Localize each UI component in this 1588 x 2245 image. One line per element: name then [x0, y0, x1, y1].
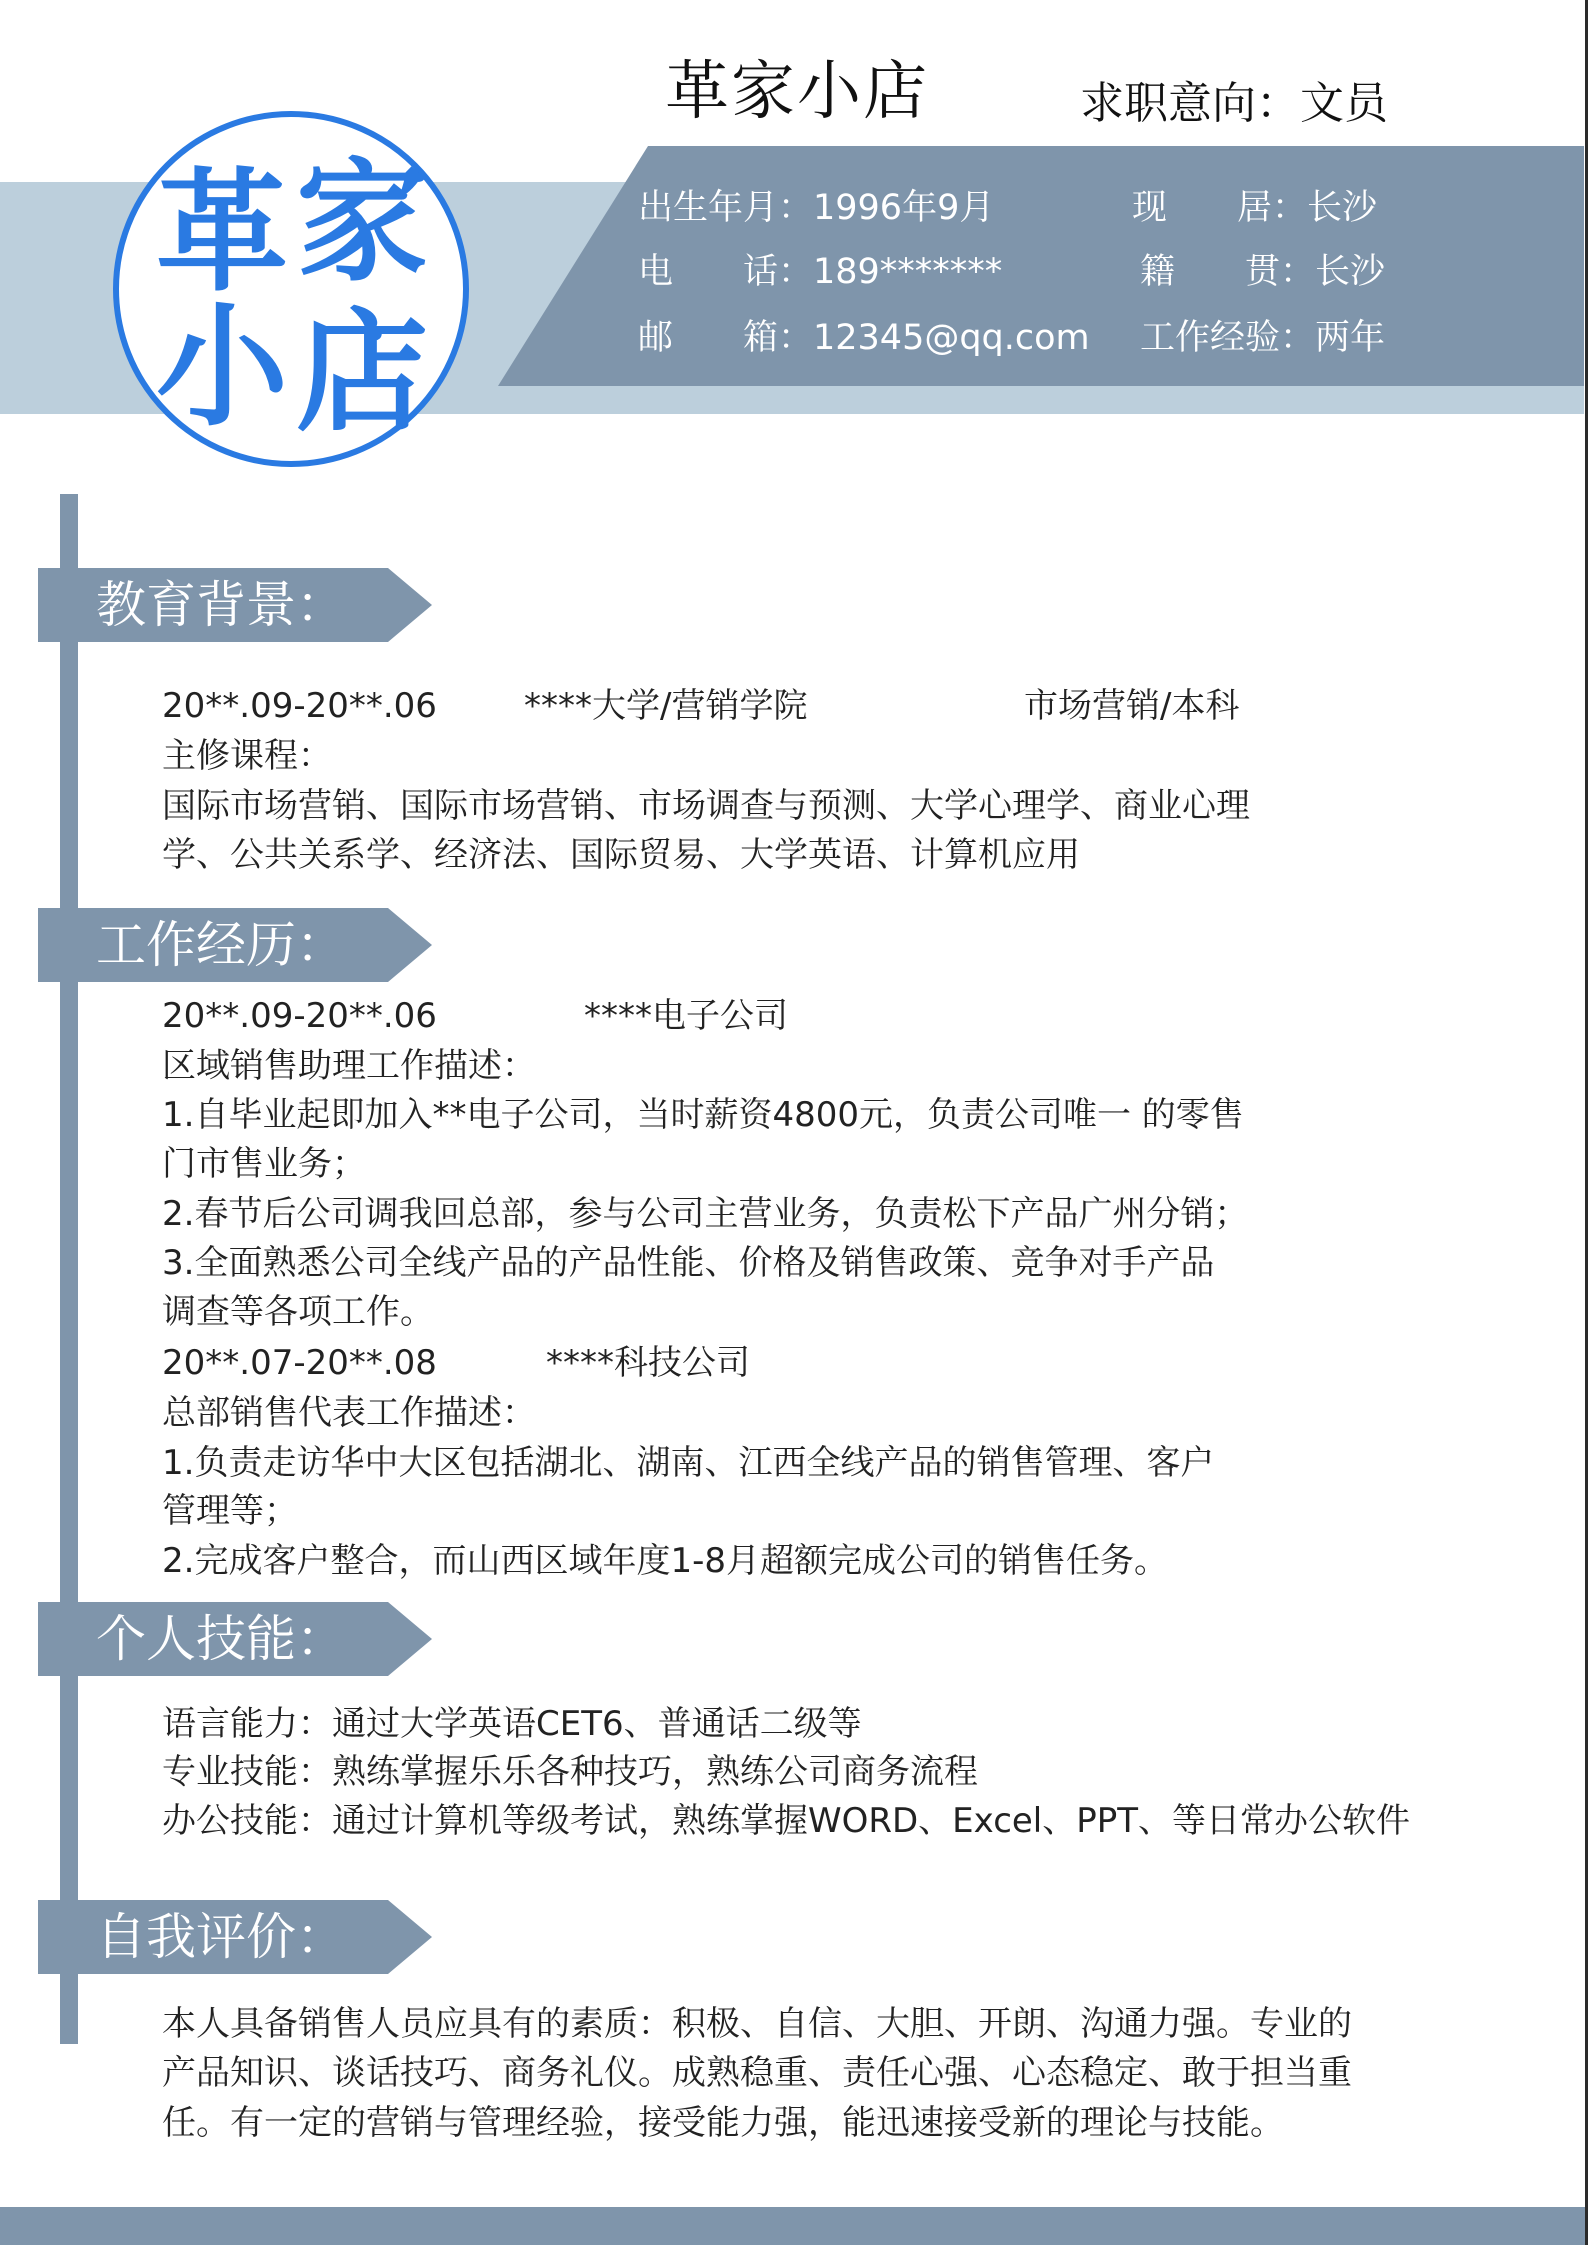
education-period: 20**.09-20**.06: [162, 686, 437, 726]
section-skills: [38, 1602, 432, 1676]
education-courses-line: 学、公共关系学、经济法、国际贸易、大学英语、计算机应用: [162, 835, 1080, 875]
info-phone: 电 话：189*******: [638, 252, 1003, 292]
skill-line: 语言能力：通过大学英语CET6、普通话二级等: [162, 1704, 862, 1744]
job-intent: 求职意向：文员: [1080, 78, 1388, 129]
job2-role: 总部销售代表工作描述：: [162, 1393, 536, 1433]
section-education: [38, 568, 432, 642]
skill-line: 专业技能：熟练掌握乐乐各种技巧，熟练公司商务流程: [162, 1752, 978, 1792]
section-title: 自我评价：: [96, 1908, 346, 1966]
timeline-line: [60, 494, 78, 2044]
job1-line: 3.全面熟悉公司全线产品的产品性能、价格及销售政策、竞争对手产品: [162, 1243, 1215, 1283]
job2-period: 20**.07-20**.08: [162, 1343, 437, 1383]
section-title: 教育背景：: [96, 576, 346, 634]
job1-line: 调查等各项工作。: [162, 1292, 434, 1332]
job1-line: 门市售业务；: [162, 1144, 366, 1184]
job1-period: 20**.09-20**.06: [162, 996, 437, 1036]
job2-line: 2.完成客户整合，而山西区域年度1-8月超额完成公司的销售任务。: [162, 1541, 1168, 1581]
section-title: 个人技能：: [96, 1610, 346, 1668]
skill-line: 办公技能：通过计算机等级考试，熟练掌握WORD、Excel、PPT、等日常办公软件: [162, 1801, 1411, 1841]
self-eval-line: 任。有一定的营销与管理经验，接受能力强，能迅速接受新的理论与技能。: [162, 2103, 1284, 2143]
section-work: [38, 908, 432, 982]
logo-char-3: 小: [156, 291, 288, 445]
info-hometown: 籍 贯：长沙: [1140, 252, 1386, 292]
info-birth: 出生年月：1996年9月: [638, 188, 995, 228]
resume-name: 革家小店: [665, 55, 929, 129]
self-eval-line: 产品知识、谈话技巧、商务礼仪。成熟稳重、责任心强、心态稳定、敢于担当重: [162, 2053, 1352, 2093]
job1-company: ****电子公司: [584, 996, 788, 1036]
job1-line: 2.春节后公司调我回总部，参与公司主营业务，负责松下产品广州分销；: [162, 1194, 1249, 1234]
footer-bar: [0, 2207, 1588, 2245]
logo-char-4: 店: [296, 296, 428, 450]
info-email: 邮 箱：12345@qq.com: [638, 318, 1090, 358]
logo-char-2: 家: [296, 146, 428, 300]
job1-line: 1.自毕业起即加入**电子公司，当时薪资4800元，负责公司唯一 的零售: [162, 1095, 1244, 1135]
education-courses-label: 主修课程：: [162, 736, 332, 776]
job2-line: 管理等；: [162, 1491, 298, 1531]
section-self-eval: [38, 1900, 432, 1974]
education-school: ****大学/营销学院: [524, 686, 808, 726]
info-residence: 现 居：长沙: [1132, 188, 1378, 228]
section-title: 工作经历：: [96, 916, 346, 974]
self-eval-line: 本人具备销售人员应具有的素质：积极、自信、大胆、开朗、沟通力强。专业的: [162, 2004, 1352, 2044]
job1-role: 区域销售助理工作描述：: [162, 1046, 536, 1086]
job2-company: ****科技公司: [546, 1343, 750, 1383]
info-experience: 工作经验：两年: [1140, 318, 1386, 358]
education-courses-line: 国际市场营销、国际市场营销、市场调查与预测、大学心理学、商业心理: [162, 786, 1250, 826]
logo-seal: [110, 108, 472, 470]
job2-line: 1.负责走访华中大区包括湖北、湖南、江西全线产品的销售管理、客户: [162, 1443, 1215, 1483]
logo-char-1: 革: [156, 156, 288, 310]
education-major: 市场营销/本科: [1024, 686, 1240, 726]
